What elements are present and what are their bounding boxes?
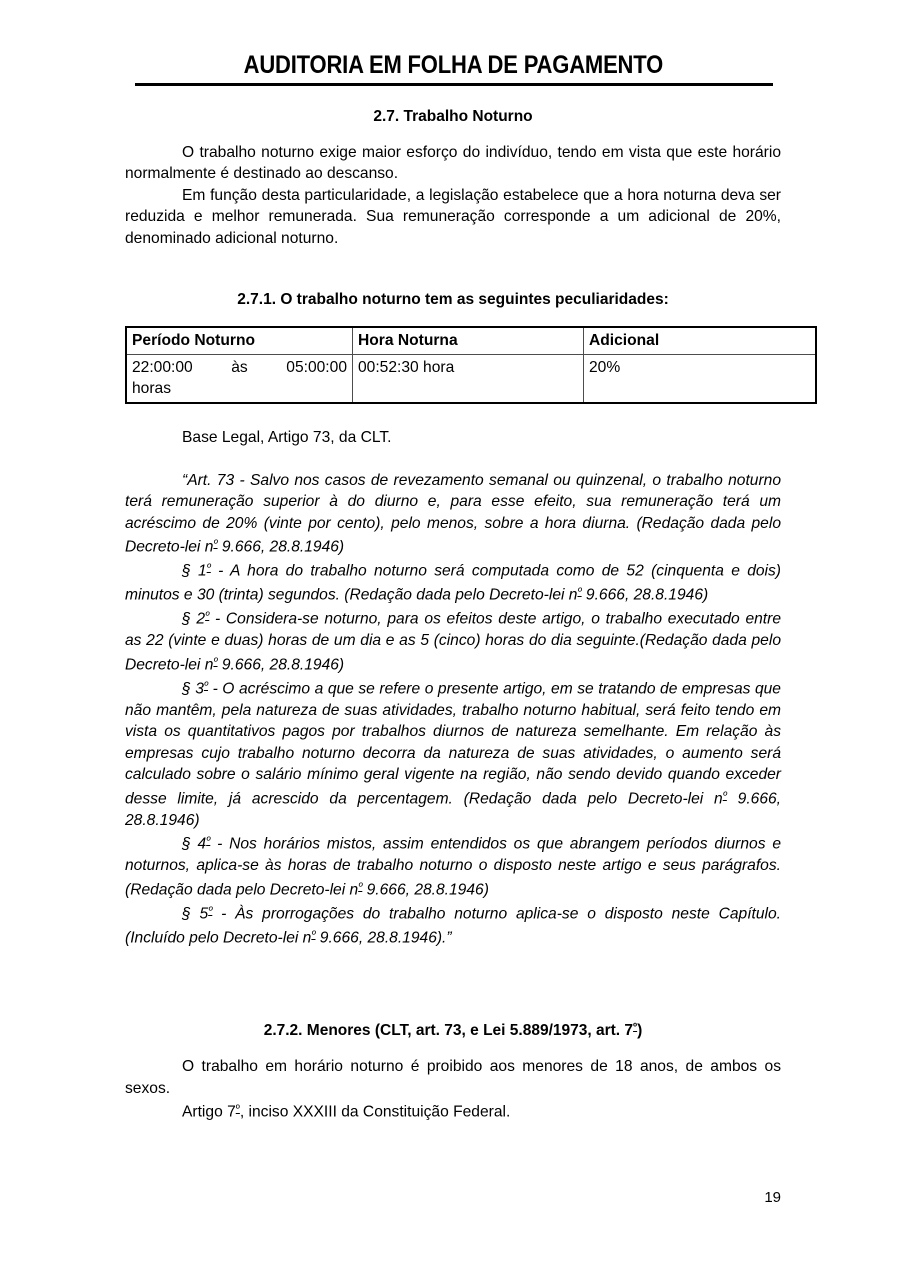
quote-p3-symbol: § 3 <box>182 680 204 698</box>
base-legal-block <box>125 427 781 448</box>
quote-p4-text: - Nos horários mistos, assim entendidos os que abrangem períodos diurnos e noturnos, aplica-se às horas de trabalho noturno o disposto neste artigo e seus parágrafos. (Redação dada pelo Decreto-lei n <box>125 835 781 899</box>
quote-paragrafo-5 <box>125 901 781 949</box>
artigo-7-tail: , inciso XXXIII da Constituição Federal. <box>239 1103 511 1121</box>
ordinal-indicator-icon: º <box>208 904 213 917</box>
table-row <box>126 355 816 404</box>
document-header <box>125 0 781 86</box>
table-header-row <box>126 327 816 355</box>
table-cell-periodo-noturno <box>126 355 353 404</box>
document-title: AUDITORIA EM FOLHA DE PAGAMENTO <box>243 51 663 79</box>
heading-2-7-1: 2.7.1. O trabalho noturno tem as seguintes peculiaridades: <box>237 290 669 308</box>
quote-p5-tail: 9.666, 28.8.1946).” <box>315 929 452 947</box>
ordinal-indicator-icon: º <box>205 610 210 623</box>
clt-article-quote <box>125 470 781 949</box>
quote-p2-tail: 9.666, 28.8.1946) <box>217 656 345 674</box>
table-header-adicional: Adicional <box>584 327 817 355</box>
quote-p2-symbol: § 2 <box>182 610 206 628</box>
table-cell-periodo-line2: horas <box>132 380 172 398</box>
ordinal-indicator-icon: º <box>213 655 218 668</box>
paragraph-artigo-7 <box>125 1099 781 1123</box>
quote-art-73-tail: 9.666, 28.8.1946) <box>217 538 345 556</box>
title-underline-rule <box>135 83 773 86</box>
table-header-hora-noturna: Hora Noturna <box>353 327 584 355</box>
ordinal-indicator-icon: º <box>213 537 218 550</box>
ordinal-indicator-icon: º <box>577 586 582 599</box>
quote-art-73 <box>125 470 781 558</box>
quote-p5-text: - Às prorrogações do trabalho noturno aplica-se o disposto neste Capítulo. (Incluído pelo Decreto-lei n <box>125 905 781 947</box>
quote-p1-tail: 9.666, 28.8.1946) <box>581 586 709 604</box>
quote-art-73-text: “Art. 73 - Salvo nos casos de revezamento semanal ou quinzenal, o trabalho noturno terá remuneração superior à do diurno e, para esse efeito, sua remuneração terá um acréscimo de 20% (vinte por cento), pelo menos, sobre a hora diurna. (Redação dada pelo Decreto-lei n <box>125 471 781 556</box>
page-content <box>125 0 781 1123</box>
heading-2-7-2-text: 2.7.2. Menores (CLT, art. 73, e Lei 5.889/1973, art. 7 <box>263 1021 634 1039</box>
quote-p5-symbol: § 5 <box>182 905 209 923</box>
table-cell-periodo-line1: 22:00:00 às 05:00:00 <box>132 359 347 377</box>
paragraph-2-7-1: O trabalho noturno exige maior esforço do indivíduo, tendo em vista que este horário normalmente é destinado ao descanso. <box>125 143 781 183</box>
paragraph-2-7-2: Em função desta particularidade, a legislação estabelece que a hora noturna deva ser reduzida e melhor remunerada. Sua remuneração corresponde a um adicional de 20%, denominado adicional noturno. <box>125 186 781 247</box>
ordinal-indicator-icon: º <box>206 835 211 848</box>
quote-p3-text: - O acréscimo a que se refere o presente artigo, em se tratando de empresas que não mantêm, pela natureza de suas atividades, trabalho noturno habitual, será feito tendo em vista os quantitativos pagos por trabalhos diurnos de natureza semelhante. Em relação às empresas cujo trabalho noturno decorra da natureza de suas atividades, o aumento será calculado sobre o salário mínimo geral vigente na região, não sendo devido quando exceder desse limite, já acrescido da percentagem. (Redação dada pelo Decreto-lei n <box>125 680 781 808</box>
base-legal-text: Base Legal, Artigo 73, da CLT. <box>182 429 392 447</box>
ordinal-indicator-icon: º <box>206 562 211 575</box>
ordinal-indicator-icon: º <box>235 1103 240 1116</box>
table-cell-adicional: 20% <box>584 355 817 404</box>
ordinal-indicator-icon: º <box>722 789 727 802</box>
ordinal-indicator-icon: º <box>358 880 363 893</box>
ordinal-indicator-icon: º <box>203 679 209 692</box>
quote-p2-text: - Considera-se noturno, para os efeitos deste artigo, o trabalho executado entre as 22 (vinte e duas) horas de um dia e as 5 (cinco) horas do dia seguinte.(Redação dada pelo Decreto-lei n <box>125 610 782 674</box>
quote-p3-tail: 9.666, 28.8.1946) <box>125 790 781 829</box>
table-header-periodo-noturno: Período Noturno <box>126 327 353 355</box>
section-2-7-body <box>125 142 781 249</box>
page-number: 19 <box>764 1189 781 1206</box>
peculiarities-table-wrap <box>125 326 781 404</box>
section-2-7-2-body <box>125 1056 781 1123</box>
quote-p1-text: - A hora do trabalho noturno será computada como de 52 (cinquenta e dois) minutos e 30 (trinta) segundos. (Redação dada pelo Decreto-lei n <box>125 562 781 604</box>
quote-p1-symbol: § 1 <box>182 562 207 580</box>
artigo-7-text: Artigo 7 <box>182 1103 236 1121</box>
quote-p4-tail: 9.666, 28.8.1946) <box>362 881 489 899</box>
quote-paragrafo-3 <box>125 676 781 831</box>
heading-2-7: 2.7. Trabalho Noturno <box>373 107 533 125</box>
heading-2-7-2 <box>125 1021 781 1040</box>
paragraph-2-7-2-menores: O trabalho em horário noturno é proibido aos menores de 18 anos, de ambos os sexos. <box>125 1058 781 1097</box>
table-cell-hora-noturna: 00:52:30 hora <box>353 355 584 404</box>
peculiarities-table <box>125 326 817 404</box>
quote-paragrafo-4 <box>125 831 781 901</box>
quote-paragrafo-1 <box>125 558 781 606</box>
ordinal-indicator-icon: º <box>633 1021 638 1034</box>
section-spacer <box>125 949 781 1021</box>
quote-paragrafo-2 <box>125 606 781 676</box>
heading-2-7-2-tail: ) <box>637 1021 643 1039</box>
quote-p4-symbol: § 4 <box>182 835 207 853</box>
ordinal-indicator-icon: º <box>311 928 316 941</box>
